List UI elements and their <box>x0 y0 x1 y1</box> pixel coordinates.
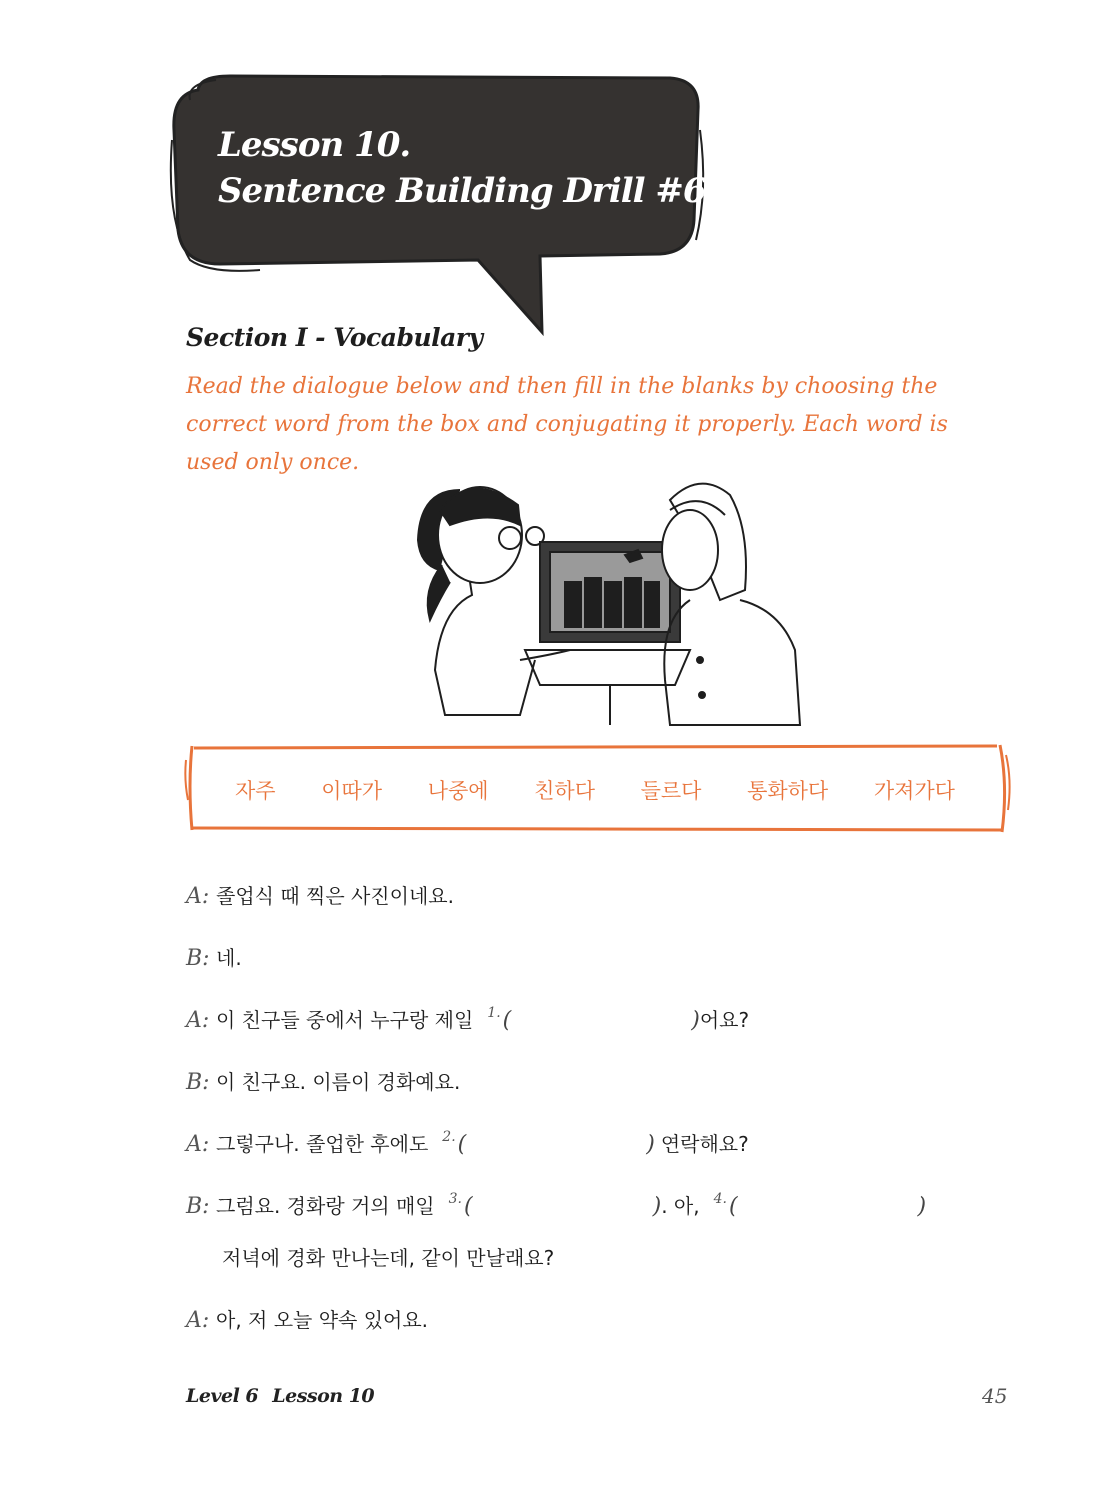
blank-open-paren: ( <box>457 1132 467 1157</box>
dialogue-line <box>186 1004 749 1033</box>
speaker-label: B: <box>186 946 210 971</box>
line-text: 어요? <box>699 1008 750 1032</box>
footer-lesson: Lesson 10 <box>272 1385 375 1407</box>
line-text: 이 친구들 중에서 누구랑 제일 <box>216 1008 474 1032</box>
blank-close-paren: ) <box>691 1008 700 1033</box>
word-box-item: 들르다 <box>640 779 702 803</box>
line-text: 이 친구요. 이름이 경화예요. <box>216 1070 461 1094</box>
word-box-item: 친하다 <box>534 779 595 803</box>
blank-number: 1. <box>487 1005 501 1021</box>
line-text: . 아, <box>661 1194 700 1218</box>
blank-open-paren: ( <box>502 1008 512 1033</box>
blank-close-paren: ) <box>652 1194 662 1219</box>
line-text: 아, 저 오늘 약속 있어요. <box>216 1308 429 1332</box>
dialogue-line <box>186 880 454 909</box>
blank-number: 3. <box>448 1191 462 1207</box>
lesson-number: Lesson 10. <box>218 125 411 165</box>
word-box-item: 통화하다 <box>747 779 829 803</box>
dialogue-line-continuation <box>222 1242 554 1271</box>
word-box-item: 나중에 <box>427 779 489 803</box>
blank-open-paren: ( <box>464 1194 473 1219</box>
line-text: 졸업식 때 찍은 사진이네요. <box>216 884 454 908</box>
dialogue-line <box>186 1304 428 1333</box>
speaker-label: A: <box>186 1308 210 1333</box>
speaker-label: A: <box>186 884 210 909</box>
section-title: Section I - Vocabulary <box>186 323 483 352</box>
dialogue-line <box>186 942 242 971</box>
blank-close-paren: ) <box>917 1194 927 1219</box>
blank-close-paren: ) <box>646 1132 655 1157</box>
word-box-item: 이따가 <box>321 779 383 803</box>
line-text: 그렇구나. 졸업한 후에도 <box>216 1132 429 1156</box>
dialogue-line <box>186 1190 926 1219</box>
speaker-label: B: <box>186 1070 210 1095</box>
lesson-name: Sentence Building Drill #6 <box>218 171 706 211</box>
illustration-graduation-photo <box>400 470 820 735</box>
blank-open-paren: ( <box>728 1194 738 1219</box>
line-text: 네. <box>216 946 242 970</box>
blank-number: 4. <box>713 1191 727 1207</box>
line-text: 그럼요. 경화랑 거의 매일 <box>216 1194 435 1218</box>
word-box-item: 가져가다 <box>873 779 955 803</box>
speaker-label: B: <box>186 1194 210 1219</box>
lesson-title <box>218 122 706 214</box>
page-number: 45 <box>982 1384 1008 1408</box>
dialogue-line <box>186 1066 460 1095</box>
speaker-label: A: <box>186 1132 210 1157</box>
word-box-item: 자주 <box>235 779 276 803</box>
blank-4[interactable] <box>713 1191 927 1219</box>
footer-level: Level 6 <box>186 1385 259 1407</box>
line-text: 저녁에 경화 만나는데, 같이 만날래요? <box>222 1246 555 1270</box>
blank-1[interactable] <box>487 1005 700 1033</box>
instructions: Read the dialogue below and then fill in the blanks by choosing the correct word from the box and conjugating it properly. Each word is used only once. <box>186 374 948 475</box>
word-box <box>215 770 975 810</box>
blank-3[interactable] <box>448 1191 662 1219</box>
speaker-label: A: <box>186 1008 210 1033</box>
blank-2[interactable] <box>442 1129 655 1157</box>
blank-number: 2. <box>442 1129 456 1145</box>
dialogue-line <box>186 1128 749 1157</box>
line-text: 연락해요? <box>660 1132 749 1156</box>
footer-level-lesson <box>186 1385 374 1407</box>
